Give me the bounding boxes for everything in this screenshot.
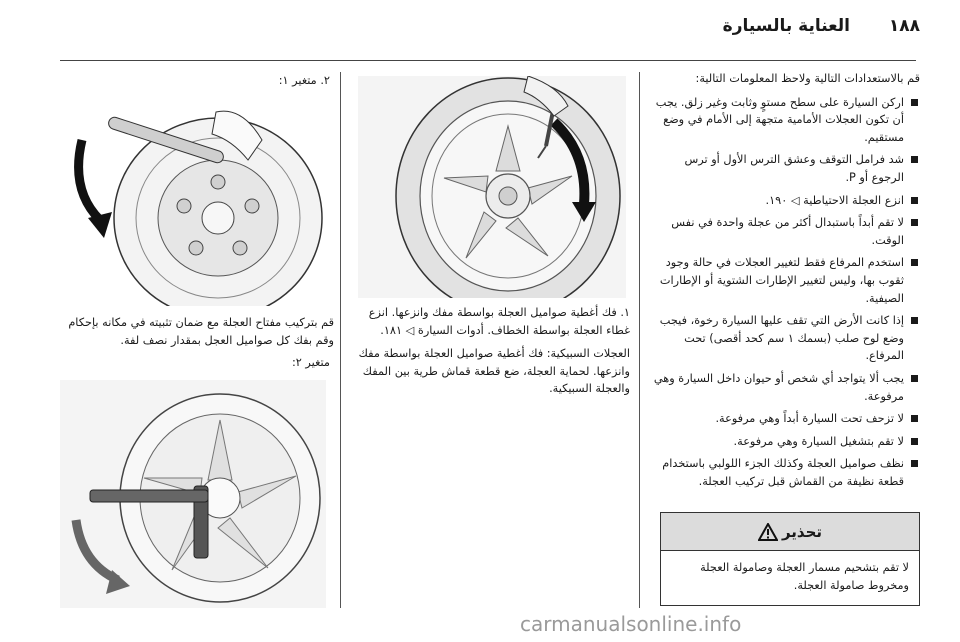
alloy-figure-svg — [60, 380, 326, 608]
step1-section — [354, 304, 630, 404]
wheel-wrench-loosening-illustration — [66, 100, 330, 306]
list-item: نظف صواميل العجلة وكذلك الجزء اللولبي باستخدام قطعة نظيفة من القماش قبل تركيب العجلة. — [652, 455, 920, 490]
step2-text: قم بتركيب مفتاح العجلة مع ضمان تثبيته في مكانه بإحكام وقم بفك كل صواميل العجل بمقدار نصف لفة. — [68, 316, 334, 347]
warning-text: لا تقم بتشحيم مسمار العجلة وصامولة العجلة ومخروط صامولة العجلة. — [700, 561, 909, 592]
column-divider-right — [639, 72, 640, 608]
list-item: انزع العجلة الاحتياطية ◁ ١٩٠. — [652, 192, 920, 210]
watermark: carmanualsonline.info — [520, 612, 742, 636]
warning-triangle-icon — [758, 523, 778, 541]
alloy-wheel-wrench-illustration — [60, 380, 326, 608]
bullet-icon — [911, 259, 918, 266]
list-item: إذا كانت الأرض التي تقف عليها السيارة رخوة، فيجب وضع لوح صلب (بسمك ١ سم كحد أقصى) تحت المرفاع. — [652, 312, 920, 365]
bullet-icon — [911, 375, 918, 382]
page-number: ١٨٨ — [888, 16, 920, 36]
variant2-heading: متغير ٢: — [291, 356, 330, 369]
bullet-icon — [911, 99, 918, 106]
column-divider-left — [340, 72, 341, 608]
step2-heading: ٢. متغير ١: — [278, 74, 330, 87]
alloy-note: العجلات السبيكية: فك أغطية صواميل العجلة بواسطة مفك وانزعها. لحماية العجلة، ضع قطعة قماش طرية بين المفك والعجلة السبيكية. — [358, 347, 630, 396]
bullet-icon — [911, 460, 918, 467]
bullet-icon — [911, 156, 918, 163]
bullet-icon — [911, 438, 918, 445]
preparation-list — [652, 94, 920, 491]
warning-box — [660, 512, 920, 606]
list-item: لا تزحف تحت السيارة أبداً وهي مرفوعة. — [652, 410, 920, 428]
page-title: العناية بالسيارة — [722, 16, 850, 36]
bullet-icon — [911, 317, 918, 324]
list-item: لا تقم بتشغيل السيارة وهي مرفوعة. — [652, 433, 920, 451]
list-item: يجب ألا يتواجد أي شخص أو حيوان داخل السيارة وهي مرفوعة. — [652, 370, 920, 405]
list-item: اركن السيارة على سطح مستوٍ وثابت وغير زلق. يجب أن تكون العجلات الأمامية متجهة إلى الأمام في وضع مستقيم. — [652, 94, 920, 147]
list-item: استخدم المرفاع فقط لتغيير العجلات في حالة وجود ثقوب بها، وليس لتغيير الإطارات الشتوية أو الإطارات الصيفية. — [652, 254, 920, 307]
warning-title: تحذير — [781, 522, 823, 541]
preparation-section — [652, 70, 920, 495]
hubcap-removal-illustration — [358, 76, 626, 298]
bullet-icon — [911, 197, 918, 204]
list-item: شد فرامل التوقف وعشق الترس الأول أو ترس الرجوع أو P. — [652, 151, 920, 186]
page-header — [0, 0, 960, 60]
bullet-icon — [911, 415, 918, 422]
header-divider — [60, 60, 916, 61]
warning-header — [661, 513, 919, 551]
list-item: لا تقم أبداً باستبدال أكثر من عجلة واحدة في نفس الوقت. — [652, 214, 920, 249]
wrench-figure-svg — [66, 100, 330, 306]
bullet-icon — [911, 219, 918, 226]
preparation-intro: قم بالاستعدادات التالية ولاحظ المعلومات التالية: — [695, 72, 920, 85]
hubcap-figure-svg — [358, 76, 626, 298]
step1-text: ١. فك أغطية صواميل العجلة بواسطة مفك وانزعها. انزع غطاء العجلة بواسطة الخطاف. أدوات السيارة ◁ ١٨١. — [368, 306, 630, 337]
